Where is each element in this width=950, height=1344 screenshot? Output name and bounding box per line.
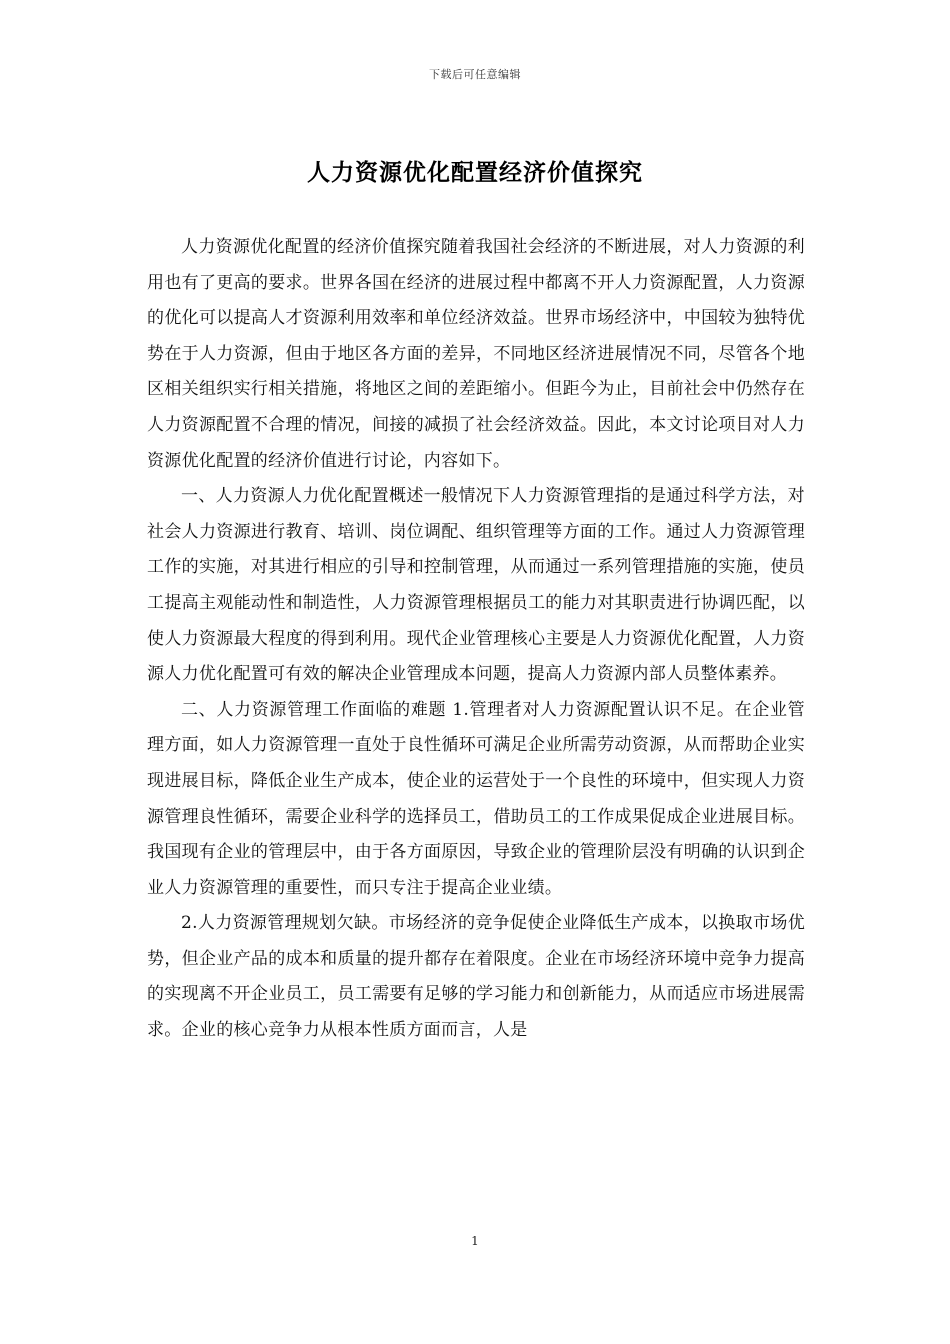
paragraph-intro: 人力资源优化配置的经济价值探究随着我国社会经济的不断进展，对人力资源的利用也有了更高的要求。世界各国在经济的进展过程中都离不开人力资源配置，人力资源的优化可以提高人才资源利用效率和单位经济效益。世界市场经济中，中国较为独特优势在于人力资源，但由于地区各方面的差异，不同地区经济进展情况不同，尽管各个地区相关组织实行相关措施，将地区之间的差距缩小。但距今为止，目前社会中仍然存在人力资源配置不合理的情况，间接的减损了社会经济效益。因此，本文讨论项目对人力资源优化配置的经济价值进行讨论，内容如下。 [147, 237, 805, 471]
page-number: 1 [471, 1234, 479, 1248]
document-body [147, 230, 805, 1049]
header-note: 下载后可任意编辑 [429, 68, 521, 81]
paragraph-section-2-point-2: 2.人力资源管理规划欠缺。市场经济的竞争促使企业降低生产成本，以换取市场优势，但企业产品的成本和质量的提升都存在着限度。企业在市场经济环境中竞争力提高的实现离不开企业员工，员工需要有足够的学习能力和创新能力，从而适应市场进展需求。企业的核心竞争力从根本性质方面而言，人是 [147, 913, 805, 1041]
document-title: 人力资源优化配置经济价值探究 [307, 159, 643, 186]
paragraph-section-1: 一、人力资源人力优化配置概述一般情况下人力资源管理指的是通过科学方法，对社会人力资源进行教育、培训、岗位调配、组织管理等方面的工作。通过人力资源管理工作的实施，对其进行相应的引导和控制管理，从而通过一系列管理措施的实施，使员工提高主观能动性和制造性，人力资源管理根据员工的能力对其职责进行协调匹配，以使人力资源最大程度的得到利用。现代企业管理核心主要是人力资源优化配置，人力资源人力优化配置可有效的解决企业管理成本问题，提高人力资源内部人员整体素养。 [147, 486, 805, 685]
paragraph-section-2: 二、人力资源管理工作面临的难题 1.管理者对人力资源配置认识不足。在企业管理方面，如人力资源管理一直处于良性循环可满足企业所需劳动资源，从而帮助企业实现进展目标，降低企业生产成本，使企业的运营处于一个良性的环境中，但实现人力资源管理良性循环，需要企业科学的选择员工，借助员工的工作成果促成企业进展目标。我国现有企业的管理层中，由于各方面原因，导致企业的管理阶层没有明确的认识到企业人力资源管理的重要性，而只专注于提高企业业绩。 [147, 699, 805, 898]
